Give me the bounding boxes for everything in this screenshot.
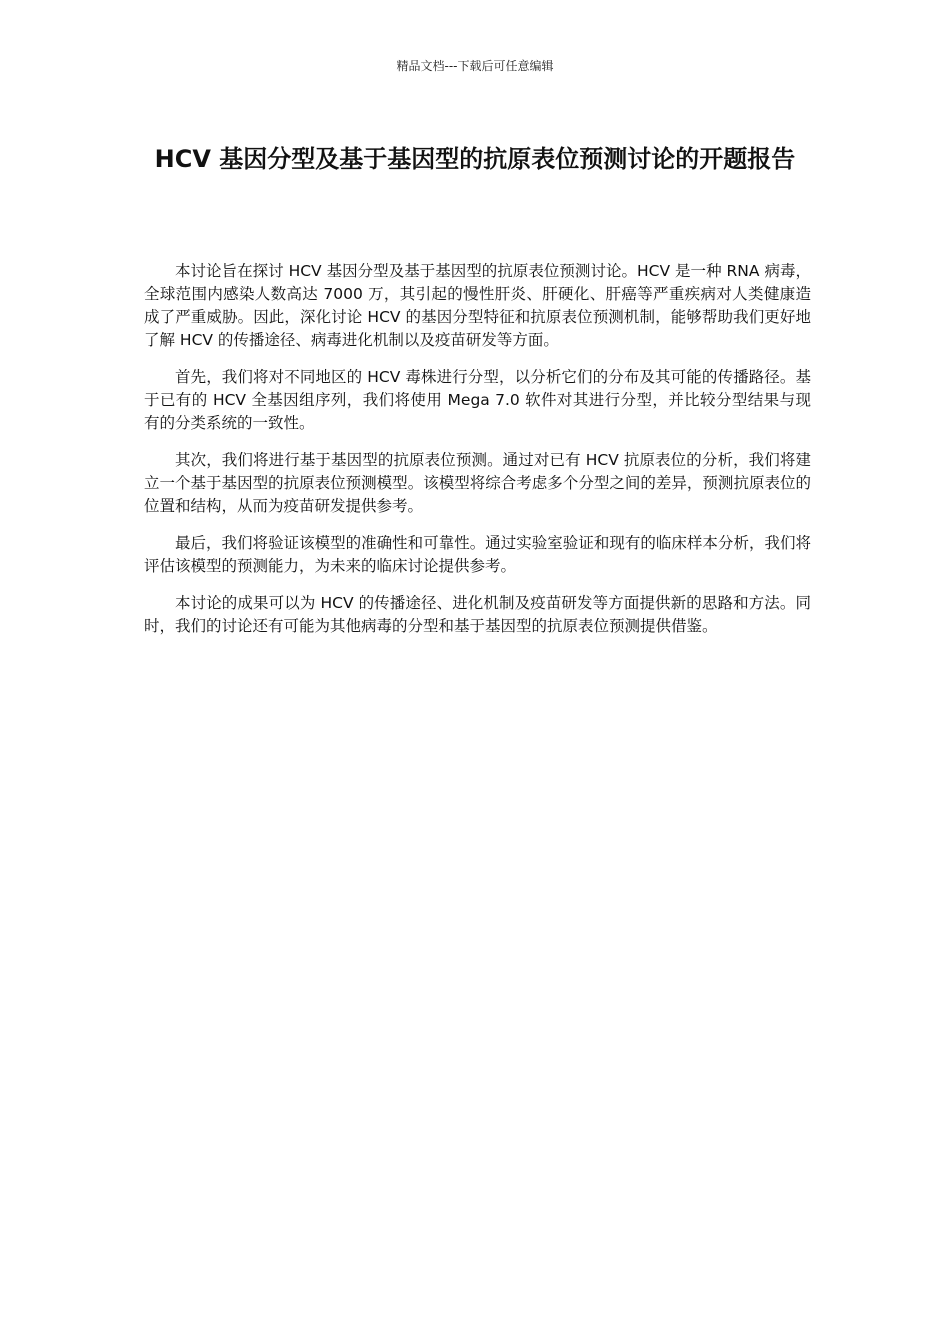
paragraph-epitope-prediction: 其次，我们将进行基于基因型的抗原表位预测。通过对已有 HCV 抗原表位的分析，我们将建立一个基于基因型的抗原表位预测模型。该模型将综合考虑多个分型之间的差异，预测抗原表位的位置和结构，从而为疫苗研发提供参考。: [144, 451, 811, 515]
document-title: HCV 基因分型及基于基因型的抗原表位预测讨论的开题报告: [154, 145, 796, 173]
paragraph-intro: 本讨论旨在探讨 HCV 基因分型及基于基因型的抗原表位预测讨论。HCV 是一种 RNA 病毒，全球范围内感染人数高达 7000 万，其引起的慢性肝炎、肝硬化、肝癌等严重疾病对人类健康造成了严重威胁。因此，深化讨论 HCV 的基因分型特征和抗原表位预测机制，能够帮助我们更好地了解 HCV 的传播途径、病毒进化机制以及疫苗研发等方面。: [144, 262, 811, 349]
paragraph-validation: 最后，我们将验证该模型的准确性和可靠性。通过实验室验证和现有的临床样本分析，我们将评估该模型的预测能力，为未来的临床讨论提供参考。: [144, 534, 811, 575]
paragraph-genotyping: 首先，我们将对不同地区的 HCV 毒株进行分型，以分析它们的分布及其可能的传播路径。基于已有的 HCV 全基因组序列，我们将使用 Mega 7.0 软件对其进行分型，并比较分型结果与现有的分类系统的一致性。: [144, 368, 811, 432]
paragraph-outcomes: 本讨论的成果可以为 HCV 的传播途径、进化机制及疫苗研发等方面提供新的思路和方法。同时，我们的讨论还有可能为其他病毒的分型和基于基因型的抗原表位预测提供借鉴。: [144, 594, 811, 635]
document-body: [144, 260, 811, 652]
header-note: 精品文档---下载后可任意编辑: [396, 59, 554, 73]
